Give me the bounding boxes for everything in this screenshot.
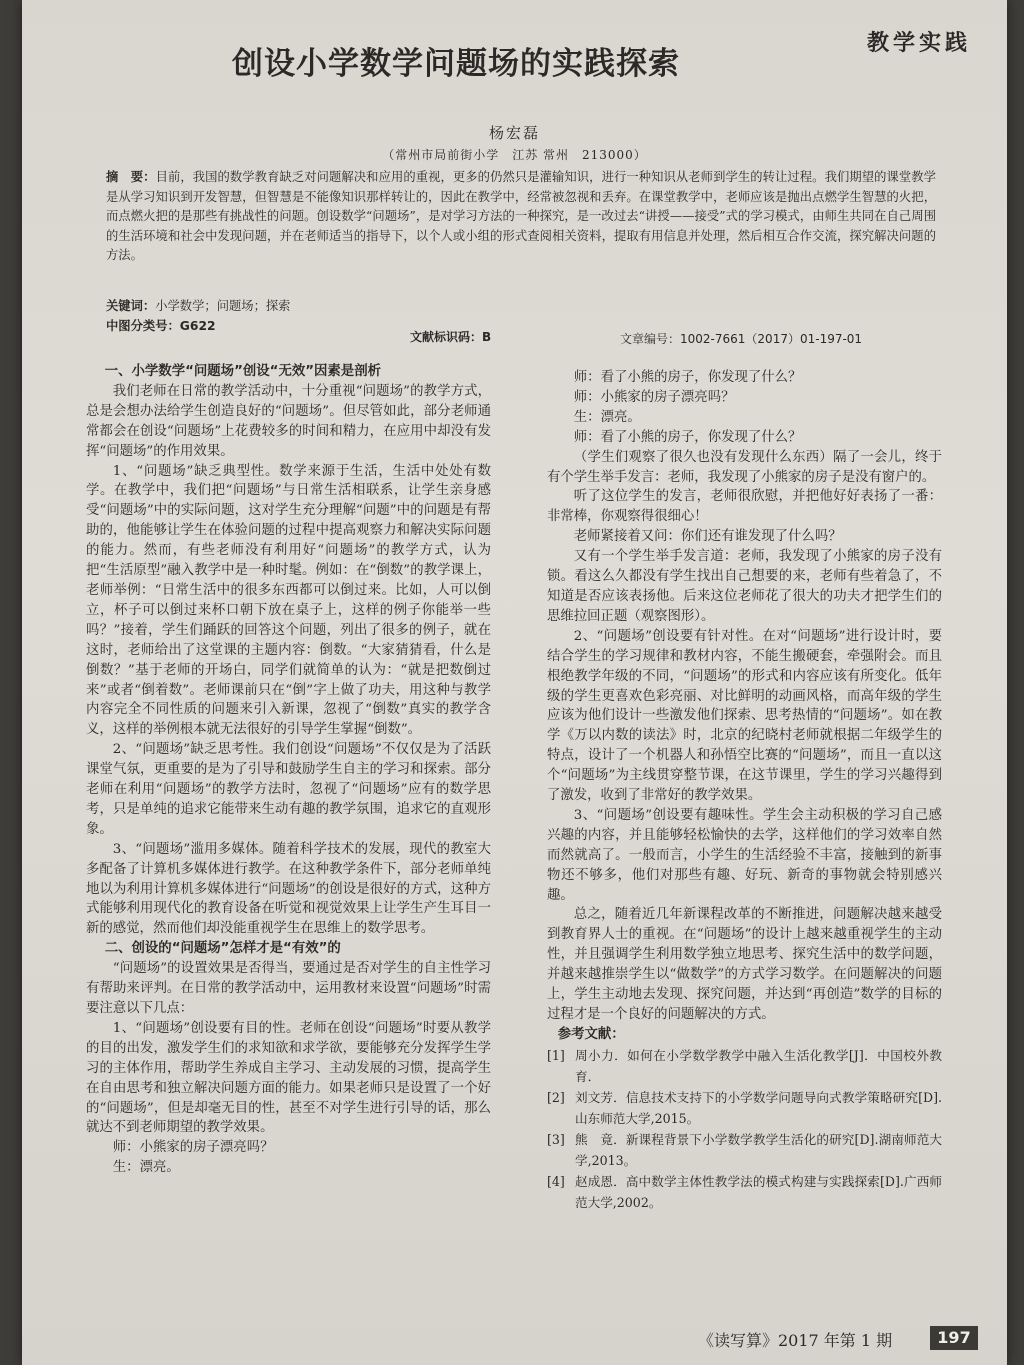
paragraph: 师：小熊家的房子漂亮吗？	[112, 1140, 274, 1156]
paragraph: 2、“问题场”缺乏思考性。我们创设“问题场”不仅仅是为了活跃课堂气氛，更重要的是为了引导和鼓励学生自主的学习和探索。部分老师在利用“问题场”的教学方法时，忽视了“问题场”应有的数学思考，只是单纯的追求它能带来生动有趣的教学氛围，追求它的直观形象。	[86, 742, 491, 837]
reference-text: 周小力．如何在小学数学教学中融入生活化教学[J]．中国校外教育．	[575, 1047, 942, 1084]
right-column	[547, 368, 942, 1213]
article-number-label: 文章编号：	[620, 332, 681, 346]
reference-text: 熊 竟．新课程背景下小学数学教学生活化的研究[D].湖南师范大学,2013。	[575, 1131, 942, 1168]
reference-number: [1]	[547, 1047, 565, 1063]
paragraph: 3、“问题场”滥用多媒体。随着科学技术的发展，现代的教室大多配备了计算机多媒体进行教学。在这种教学条件下，部分老师单纯地以为利用计算机多媒体进行“问题场”的创设是很好的方式，这种方式能够利用现代化的教育设备在听觉和视觉效果上让学生产生耳目一新的感觉，然而他们却没能重视学生在思维上的数学思考。	[86, 841, 491, 937]
paragraph: （学生们观察了很久也没有发现什么东西）隔了一会儿，终于有个学生举手发言：老师，我发现了小熊家的房子是没有窗户的。	[547, 449, 942, 485]
section-tag: 教学实践	[867, 31, 972, 56]
article-number	[620, 330, 862, 347]
author: 杨宏磊	[488, 124, 540, 142]
paragraph: 老师紧接着又问：你们还有谁发现了什么吗？	[573, 529, 842, 545]
paragraph: 3、“问题场”创设要有趣味性。学生会主动积极的学习自己感兴趣的内容，并且能够轻松愉快的去学，这样他们的学习效率自然而然就高了。一般而言，小学生的生活经验不丰富，接触到的新事物还不够多，他们对那些有趣、好玩、新奇的事物就会特别感兴趣。	[547, 807, 942, 903]
reference-text: 刘文芳．信息技术支持下的小学数学问题导向式教学策略研究[D].山东师范大学,2015。	[575, 1089, 942, 1126]
paragraph: 生：漂亮。	[573, 409, 641, 425]
paragraph: 1、“问题场”创设要有目的性。老师在创设“问题场”时要从教学的目的出发，激发学生们的求知欲和求学欲，要能够充分发挥学生学习的主体作用，帮助学生养成自主学习、主动发展的习惯，提高学生在自由思考和独立解决问题方面的能力。如果老师只是设置了一个好的“问题场”，但是却毫无目的性，甚至不对学生进行引导的话，那么就达不到老师期望的教学效果。	[86, 1020, 491, 1136]
doc-code-value: B	[482, 330, 492, 344]
reference-number: [4]	[547, 1173, 565, 1189]
clc-value: G622	[179, 319, 216, 333]
abstract-text: 目前，我国的数学教育缺乏对问题解决和应用的重视，更多的仍然只是灌输知识，进行一种知识从老师到学生的转让过程。我们期望的课堂教学是从学习知识到开发智慧，但智慧是不能像知识那样转让的，因此在教学中，经常被忽视和丢弃。在课堂教学中，老师应该是抛出点燃学生智慧的火把，而点燃火把的是那些有挑战性的问题。创设数学“问题场”，是对学习方法的一种探究，是一改过去“讲授——接受”式的学习模式，由师生共同在自己周围的生活环境和社会中发现问题，并在老师适当的指导下，以个人或小组的形式查阅相关资料，提取有用信息并处理，然后相互合作交流，探究解决问题的方法。	[106, 170, 936, 263]
paragraph: 师：看了小熊的房子，你发现了什么？	[573, 370, 802, 385]
article-number-value: 1002-7661（2017）01-197-01	[680, 332, 863, 346]
journal-footer: 《读写算》2017 年第 1 期	[698, 1331, 893, 1350]
reference-item	[547, 1171, 942, 1213]
keywords-text: 小学数学；问题场；探索	[155, 299, 291, 313]
abstract	[106, 168, 936, 266]
reference-number: [3]	[547, 1131, 565, 1147]
paragraph: 师：小熊家的房子漂亮吗？	[573, 389, 735, 405]
article-title: 创设小学数学问题场的实践探索	[232, 46, 680, 82]
left-column	[86, 362, 491, 1178]
reference-item	[547, 1129, 942, 1171]
paragraph: 总之，随着近几年新课程改革的不断推进，问题解决越来越受到教育界人士的重视。在“问题场”的设计上越来越重视学生的主动性，并且强调学生利用数学独立地思考、探究生活中的数学问题，并越来越推崇学生以“做数学”的方式学习数学。在问题解决的问题上，学生主动地去发现、探究问题，并达到“再创造”数学的目标的过程才是一个良好的问题解决的方式。	[547, 907, 942, 1022]
reference-text: 赵成恩．高中数学主体性教学法的模式构建与实践探索[D].广西师范大学,2002。	[575, 1173, 942, 1210]
references-title: 参考文献：	[557, 1026, 625, 1042]
paragraph: 听了这位学生的发言，老师很欣慰，并把他好好表扬了一番：非常棒，你观察得很细心！	[547, 489, 942, 525]
journal-page	[22, 0, 1007, 1365]
affiliation: （常州市局前街小学 江苏 常州 213000）	[382, 148, 647, 162]
keywords-label: 关键词：	[106, 299, 156, 313]
paragraph: 又有一个学生举手发言道：老师，我发现了小熊家的房子没有锁。看这么久都没有学生找出自己想要的来，老师有些着急了，不知道是否应该表扬他。后来这位老师花了很大的功夫才把学生们的思维拉回正题（观察图形）。	[547, 549, 942, 624]
section-heading: 一、小学数学“问题场”创设“无效”因素是剖析	[104, 364, 381, 379]
abstract-label: 摘 要：	[106, 170, 156, 184]
reference-item	[547, 1045, 942, 1087]
keywords	[106, 296, 290, 314]
paragraph: 生：漂亮。	[112, 1160, 180, 1176]
page-number: 197	[930, 1326, 978, 1350]
paragraph: 1、“问题场”缺乏典型性。数学来源于生活，生活中处处有数学。在教学中，我们把“问题场”与日常生活相联系，让学生亲身感受“问题场”中的实际问题，这对学生充分理解“问题”中的问题是有帮助的，他能够让学生在体验问题的过程中提高观察力和解决实际问题的能力。然而，有些老师没有利用好“问题场”的教学方式，认为把“生活原型”融入教学中是一种时髦。例如：在“倒数”的教学课上，老师举例：“日常生活中的很多东西都可以倒过来。比如，人可以倒立，杯子可以倒过来杯口朝下放在桌子上，这样的例子你能举一些吗？”接着，学生们踊跃的回答这个问题，列出了很多的例子，就在这时，老师给出了这堂课的主题内容：倒数。“大家猜猜看，什么是倒数？”基于老师的开场白，同学们就简单的认为：“就是把数倒过来”或者“倒着数”。老师课前只在“倒”字上做了功夫，用这种与教学内容完全不同性质的问题来引入新课，忽视了“倒数”真实的教学含义，这样的举例根本就无法很好的引导学生掌握“倒数”。	[86, 463, 491, 738]
clc-label: 中图分类号：	[106, 319, 180, 333]
section-heading: 二、创设的“问题场”怎样才是“有效”的	[104, 941, 341, 957]
doc-code	[410, 328, 491, 345]
paragraph: 我们老师在日常的教学活动中，十分重视“问题场”的教学方式，总是会想办法给学生创造良好的“问题场”。但尽管如此，部分老师通常都会在创设“问题场”上花费较多的时间和精力，在应用中却没有发挥“问题场”的作用效果。	[86, 383, 491, 459]
reference-item	[547, 1087, 942, 1129]
paragraph: 师：看了小熊的房子，你发现了什么？	[573, 429, 802, 445]
reference-number: [2]	[547, 1089, 565, 1105]
clc-number	[106, 316, 216, 334]
doc-code-label: 文献标识码：	[410, 330, 483, 344]
paragraph: 2、“问题场”创设要有针对性。在对“问题场”进行设计时，要结合学生的学习规律和教材内容，不能生搬硬套，牵强附会。而且根绝教学年级的不同，“问题场”的形式和内容应该有所变化。低年级的学生更喜欢色彩亮丽、对比鲜明的动画风格，而高年级的学生应该为他们设计一些激发他们探索、思考热情的“问题场”。如在教学《万以内数的读法》时，北京的纪晓村老师就根据二年级学生的特点，设计了一个机器人和孙悟空比赛的“问题场”，而且一直以这个“问题场”为主线贯穿整节课，在这节课里，学生的学习兴趣得到了激发，收到了非常好的教学效果。	[547, 628, 942, 804]
paragraph: “问题场”的设置效果是否得当，要通过是否对学生的自主性学习有帮助来评判。在日常的教学活动中，运用教材来设置“问题场”时需要注意以下几点：	[86, 961, 491, 1016]
